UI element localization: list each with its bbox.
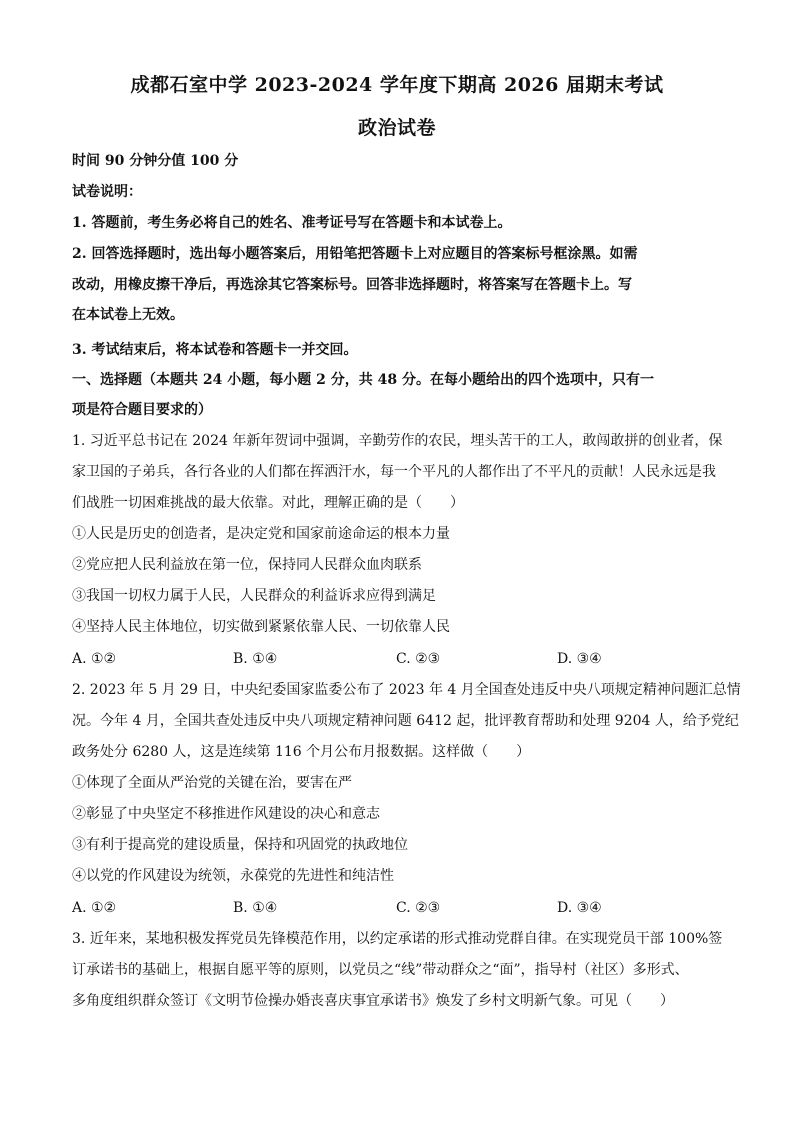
question-1-stem: 家卫国的子弟兵，各行各业的人们都在挥洒汗水，每一个平凡的人都作出了不平凡的贡献！人民永远是我 (72, 464, 716, 480)
question-2-item: ④以党的作风建设为统领，永葆党的先进性和纯洁性 (72, 868, 394, 884)
question-2-option-a: A. ①② (72, 900, 117, 916)
question-1-item: ④坚持人民主体地位，切实做到紧紧依靠人民、一切依靠人民 (72, 619, 450, 635)
question-2-option-c: C. ②③ (396, 900, 441, 916)
question-1-option-d: D. ③④ (557, 651, 602, 667)
question-2-item: ②彰显了中央坚定不移推进作风建设的决心和意志 (72, 806, 380, 822)
question-2-option-d: D. ③④ (557, 900, 602, 916)
question-1-option-b: B. ①④ (233, 651, 278, 667)
question-2-stem: 况。今年 4 月，全国共查处违反中央八项规定精神问题 6412 起，批评教育帮助和处理 9204 人，给予党纪 (72, 713, 739, 729)
question-1-item: ②党应把人民利益放在第一位，保持同人民群众血肉联系 (72, 557, 422, 573)
question-1-item: ①人民是历史的创造者，是决定党和国家前途命运的根本力量 (72, 526, 450, 542)
question-1-item: ③我国一切权力属于人民，人民群众的利益诉求应得到满足 (72, 588, 436, 604)
exam-subtitle: 政治试卷 (357, 117, 436, 139)
question-3-stem: 3. 近年来，某地积极发挥党员先锋模范作用，以约定承诺的形式推动党群自律。在实现党员干部 100%签 (72, 931, 723, 947)
section-heading: 一、选择题（本题共 24 小题，每小题 2 分，共 48 分。在每小题给出的四个选项中，只有一 (72, 372, 654, 388)
question-3-stem: 多角度组织群众签订《文明节俭操办婚丧喜庆事宜承诺书》焕发了乡村文明新气象。可见（ ） (72, 993, 674, 1009)
question-1-stem: 1. 习近平总书记在 2024 年新年贺词中强调，辛勤劳作的农民，埋头苦干的工人，敢闯敢拼的创业者，保 (72, 433, 723, 449)
instructions-heading: 试卷说明： (72, 184, 142, 200)
time-score: 时间 90 分钟分值 100 分 (72, 153, 239, 169)
instruction-line: 改动，用橡皮擦干净后，再选涂其它答案标号。回答非选择题时，将答案写在答题卡上。写 (72, 277, 632, 293)
instruction-line: 3. 考试结束后，将本试卷和答题卡一并交回。 (72, 342, 358, 358)
question-2-stem: 政务处分 6280 人，这是连续第 116 个月公布月报数据。这样做（ ） (72, 744, 531, 760)
question-3-stem: 订承诺书的基础上，根据自愿平等的原则，以党员之“线”带动群众之“面”，指导村（社区）多形式、 (72, 962, 689, 978)
instruction-line: 2. 回答选择题时，选出每小题答案后，用铅笔把答题卡上对应题目的答案标号框涂黑。如需 (72, 246, 638, 262)
exam-title: 成都石室中学 2023-2024 学年度下期高 2026 届期末考试 (130, 74, 664, 96)
section-heading-cont: 项是符合题目要求的） (72, 402, 212, 418)
question-2-item: ③有利于提高党的建设质量，保持和巩固党的执政地位 (72, 837, 408, 853)
question-2-stem: 2. 2023 年 5 月 29 日，中央纪委国家监委公布了 2023 年 4 月全国查处违反中央八项规定精神问题汇总情 (72, 682, 741, 698)
question-1-stem: 们战胜一切困难挑战的最大依靠。对此，理解正确的是（ ） (72, 495, 464, 511)
question-2-item: ①体现了全面从严治党的关键在治，要害在严 (72, 775, 352, 791)
question-1-option-c: C. ②③ (396, 651, 441, 667)
instruction-line: 在本试卷上无效。 (72, 307, 184, 323)
question-2-option-b: B. ①④ (233, 900, 278, 916)
instruction-line: 1. 答题前，考生务必将自己的姓名、准考证号写在答题卡和本试卷上。 (72, 215, 512, 231)
question-1-option-a: A. ①② (72, 651, 117, 667)
